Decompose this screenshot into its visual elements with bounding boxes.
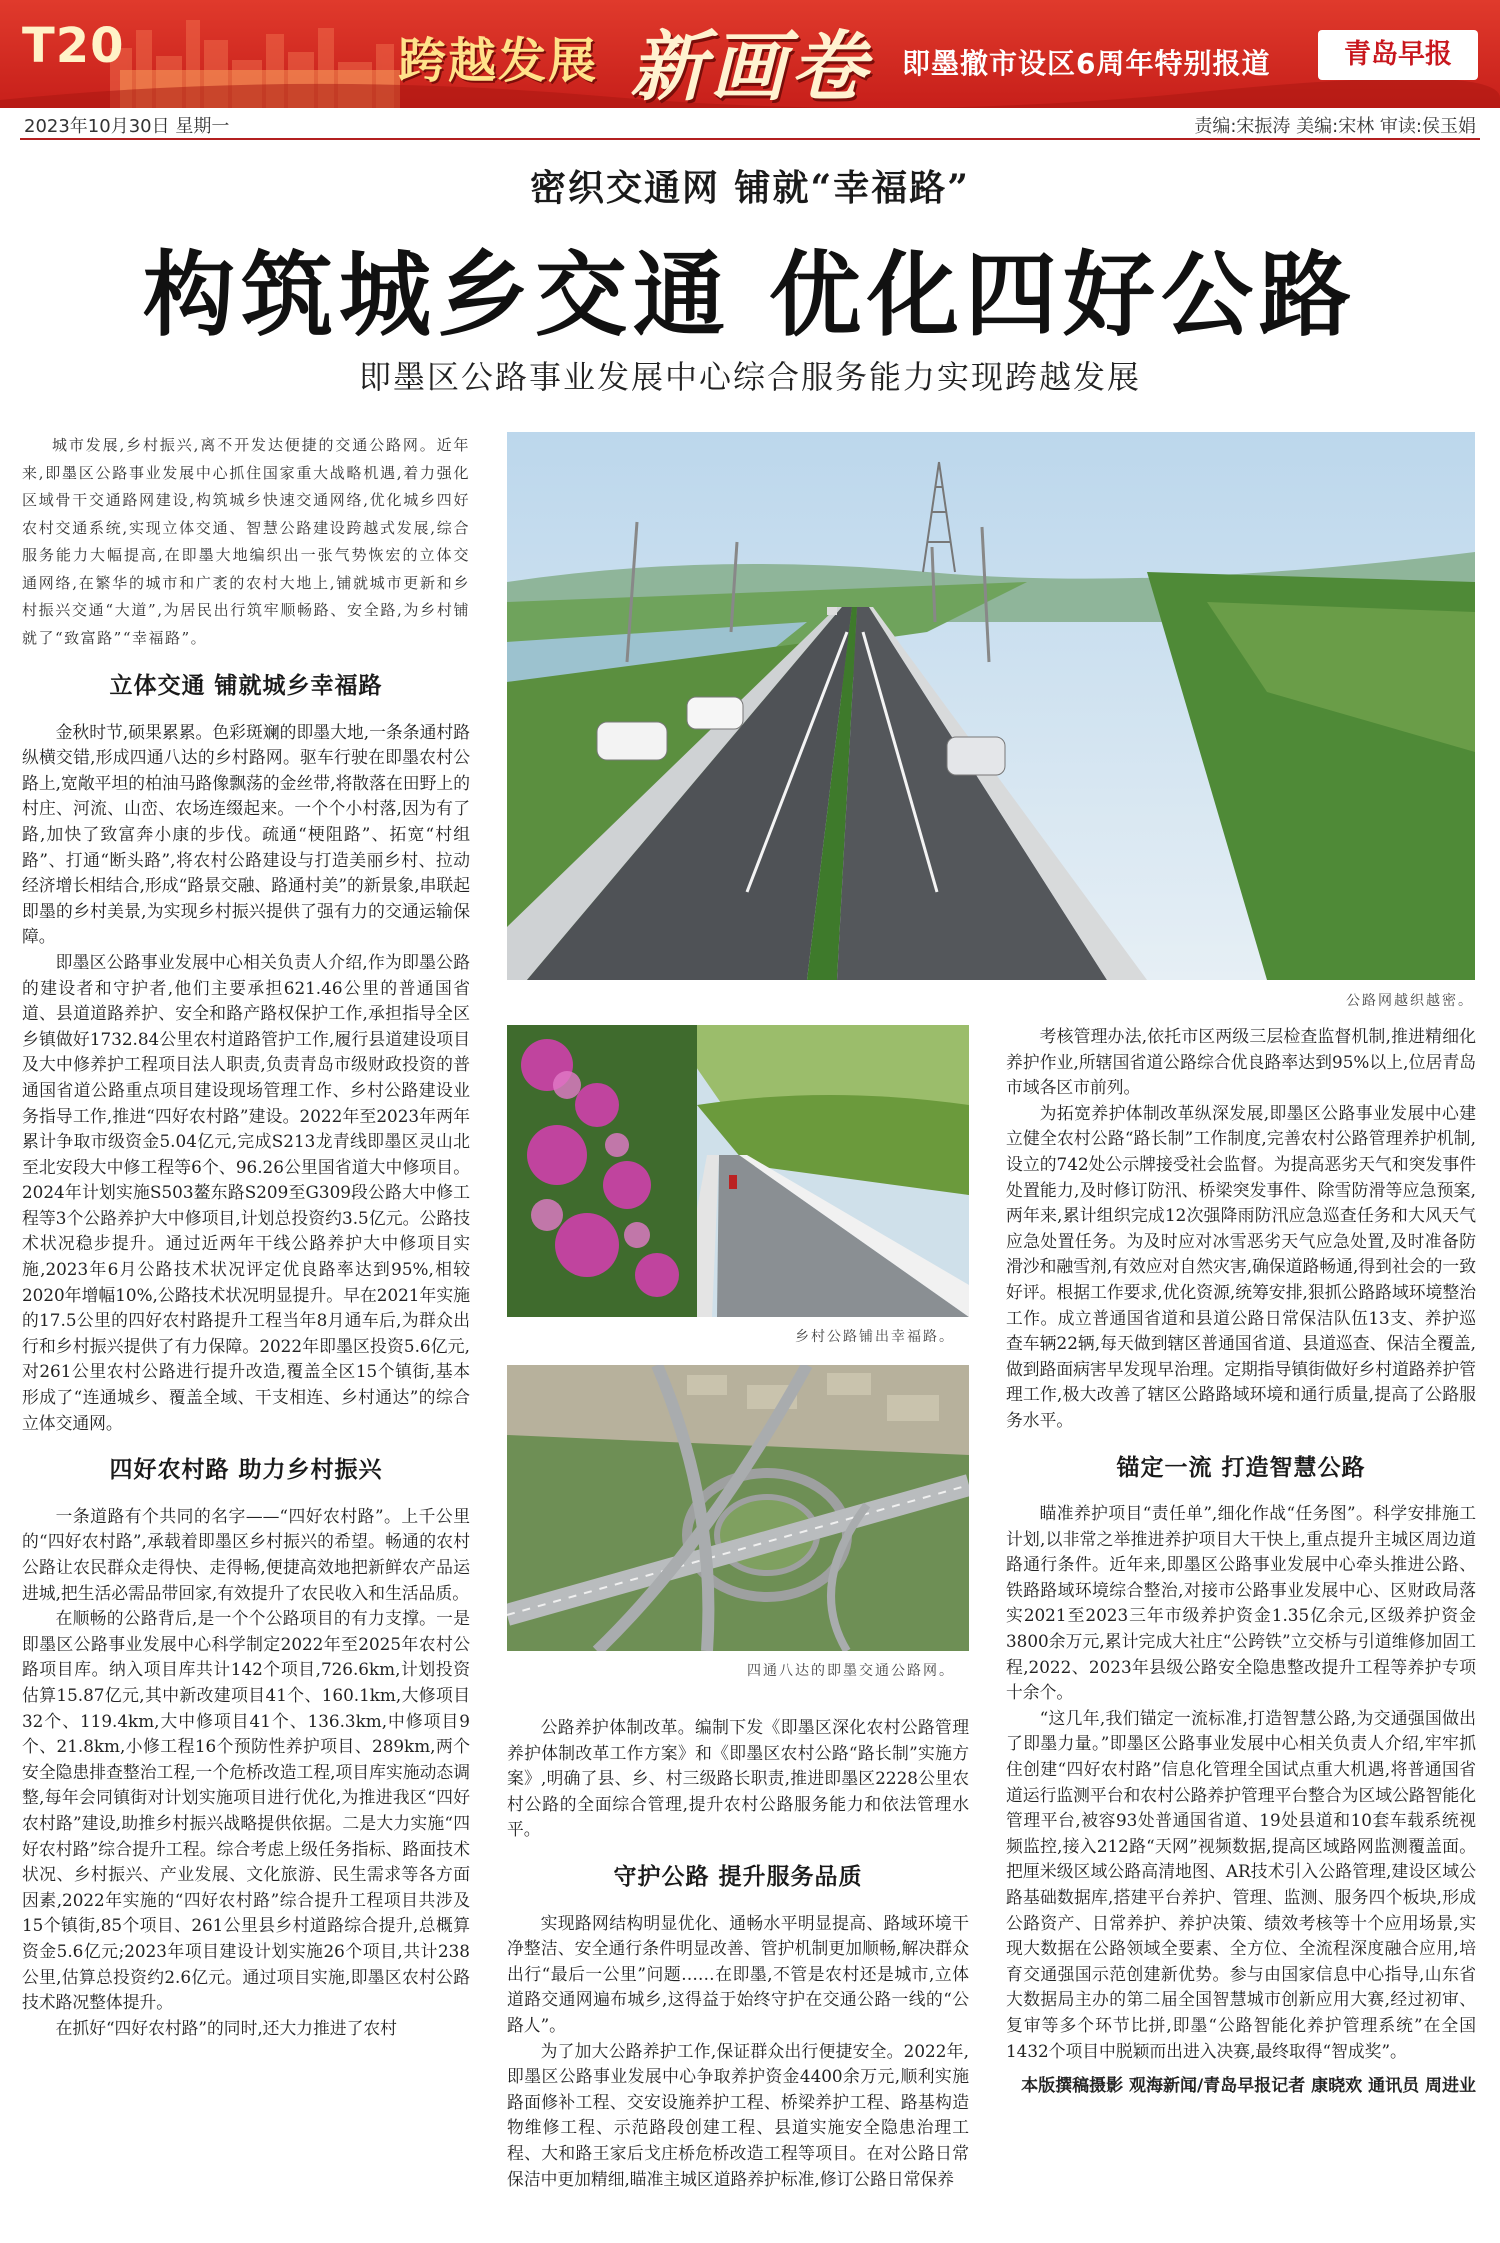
article-byline: 本版撰稿摄影 观海新闻/青岛早报记者 康晓欢 通讯员 周进业 (1021, 2076, 1476, 2097)
section-heading-2: 四好农村路 助力乡村振兴 (109, 1457, 383, 1484)
issue-date: 2023年10月30日 星期一 (24, 116, 230, 137)
paragraph: 金秋时节,硕果累累。色彩斑斓的即墨大地,一条条通村路纵横交错,形成四通八达的乡村路网。驱车行驶在即墨农村公路上,宽敞平坦的柏油马路像飘荡的金丝带,将散落在田野上的村庄、河流、山峦、农场连缀起来。一个个小村落,因为有了路,加快了致富奔小康的步伐。疏通“梗阻路”、拓宽“村组路”、打通“断头路”,将农村公路建设与打造美丽乡村、拉动经济增长相结合,形成“路景交融、路通村美”的新景象,串联起即墨的乡村美景,为实现乡村振兴提供了强有力的交通运输保障。 (22, 721, 470, 947)
newspaper-logo: 青岛早报 (1318, 30, 1478, 80)
flower-road-illustration (507, 1025, 969, 1317)
article-column-1 (22, 432, 470, 2236)
section-heading-4: 锚定一流 打造智慧公路 (1116, 1454, 1366, 1481)
paragraph: 为了加大公路养护工作,保证群众出行便捷安全。2022年,即墨区公路事业发展中心争取养护资金4400余万元,顺利实施路面修补工程、交安设施养护工程、桥梁养护工程、路基构造物维修工程、示范路段创建工程、县道实施安全隐患治理工程、大和路王家后戈庄桥危桥改造工程等项目。在对公路日常保洁中更加精细,瞄准主城区道路养护标准,修订公路日常保养 (507, 2040, 969, 2189)
paragraph: 公路养护体制改革。编制下发《即墨区深化农村公路管理养护体制改革工作方案》和《即墨区农村公路“路长制”实施方案》,明确了县、乡、村三级路长职责,推进即墨区2228公里农村公路的全面综合管理,提升农村公路服务能力和依法管理水平。 (507, 1717, 969, 1840)
article-column-2 (507, 1715, 969, 2235)
paragraph: 考核管理办法,依托市区两级三层检查监督机制,推进精细化养护作业,所辖国省道公路综合优良路率达到95%以上,位居青岛市域各区市前列。 (1006, 1026, 1476, 1098)
paragraph: 为拓宽养护体制改革纵深发展,即墨区公路事业发展中心建立健全农村公路“路长制”工作制度,完善农村公路管理养护机制,设立的742处公示牌接受社会监督。为提高恶劣天气和突发事件处置能力,及时修订防汛、桥梁突发事件、除雪防滑等应急预案,两年来,累计组织完成12次强降雨防汛应急巡查任务和大风天气应急处置任务。为及时应对冰雪恶劣天气应急处置,及时准备防滑沙和融雪剂,有效应对自然灾害,确保道路畅通,得到社会的一致好评。根据工作要求,优化资源,统筹安排,狠抓公路路域环境整治工作。成立普通国省道和县道公路日常保洁队伍13支、养护巡查车辆22辆,每天做到辖区普通国省道、县道巡查、保洁全覆盖,做到路面病害早发现早治理。定期指导镇街做好乡村道路养护管理工作,极大改善了辖区公路路域环境和通行质量,提高了公路服务水平。 (1006, 1102, 1476, 1430)
page-number: T20 (22, 18, 125, 74)
section-heading-1: 立体交通 铺就城乡幸福路 (109, 673, 383, 699)
article-lead: 城市发展,乡村振兴,离不开发达便捷的交通公路网。近年来,即墨区公路事业发展中心抓住国家重大战略机遇,着力强化区域骨干交通路网建设,构筑城乡快速交通网络,优化城乡四好农村交通系统,实现立体交通、智慧公路建设跨越式发展,综合服务能力大幅提高,在即墨大地编织出一张气势恢宏的立体交通网络,在繁华的城市和广袤的农村大地上,铺就城市更新和乡村振兴交通“大道”,为居民出行筑牢顺畅路、安全路,为乡村铺就了“致富路”“幸福路”。 (22, 436, 470, 647)
main-headline: 构筑城乡交通 优化四好公路 (142, 242, 1358, 349)
highway-photo-caption: 公路网越织越密。 (1346, 993, 1474, 1009)
headline-kicker: 密织交通网 铺就“幸福路” (530, 167, 970, 209)
editor-credits: 责编:宋振涛 美编:宋林 审读:侯玉娟 (1194, 116, 1476, 137)
highway-photo (507, 432, 1475, 980)
paragraph: 在顺畅的公路背后,是一个个公路项目的有力支撑。一是即墨区公路事业发展中心科学制定2022年至2025年农村公路项目库。纳入项目库共计142个项目,726.6km,计划投资估算15.87亿元,其中新改建项目41个、160.1km,大修项目32个、119.4km,大中修项目41个、136.3km,中修项目9个、21.8km,小修工程16个预防性养护项目、289km,两个安全隐患排查整治工程,一个危桥改造工程,项目库实施动态调整,每年会同镇街对计划实施项目进行优化,为推进我区“四好农村路”建设,助推乡村振兴战略提供依据。二是大力实施“四好农村路”综合提升工程。综合考虑上级任务指标、路面技术状况、乡村振兴、产业发展、文化旅游、民生需求等各方面因素,2022年实施的“四好农村路”综合提升工程项目共涉及15个镇街,85个项目、261公里县乡村道路综合提升,总概算资金5.6亿元;2023年项目建设计划实施26个项目,共计238公里,估算总投资约2.6亿元。通过项目实施,即墨区农村公路技术路况整体提升。 (22, 1608, 470, 2013)
header-divider (20, 138, 1480, 140)
interchange-photo-caption: 四通八达的即墨交通公路网。 (747, 1663, 955, 1679)
section-heading-3: 守护公路 提升服务品质 (613, 1863, 863, 1890)
paragraph: “这几年,我们锚定一流标准,打造智慧公路,为交通强国做出了即墨力量。”即墨区公路事业发展中心相关负责人介绍,牢牢抓住创建“四好农村路”信息化管理全国试点重大机遇,将普通国省道运行监测平台和农村公路养护管理平台整合为区域公路智能化管理平台,被容93处普通国省道、19处县道和10套车载系统视频监控,接入212路“天网”视频数据,提高区域路网监测覆盖面。把厘米级区域公路高清地图、AR技术引入公路管理,建设区域公路基础数据库,搭建平台养护、管理、监测、服务四个板块,形成公路资产、日常养护、养护决策、绩效考核等十个应用场景,实现大数据在公路领域全要素、全方位、全流程深度融合应用,培育交通强国示范创建新优势。参与由国家信息中心指导,山东省大数据局主办的第二届全国智慧城市创新应用大赛,经过初审、复审等多个环节比拼,即墨“公路智能化养护管理系统”在全国1432个项目中脱颖而出进入决赛,最终取得“智成奖”。 (1006, 1707, 1476, 2061)
interchange-photo (507, 1365, 969, 1651)
paragraph: 在抓好“四好农村路”的同时,还大力推进了农村 (55, 2017, 397, 2038)
paragraph: 实现路网结构明显优化、通畅水平明显提高、路域环境干净整洁、安全通行条件明显改善、管护机制更加顺畅,解决群众出行“最后一公里”问题……在即墨,不管是农村还是城市,立体道路交通网遍布城乡,这得益于始终守护在交通公路一线的“公路人”。 (507, 1912, 969, 2035)
banner-calligraphy-title: 新画卷 (630, 22, 870, 108)
flower-road-photo (507, 1025, 969, 1317)
banner-main-title: 跨越发展 (398, 33, 599, 89)
interchange-illustration (507, 1365, 969, 1651)
paragraph: 瞄准养护项目“责任单”,细化作战“任务图”。科学安排施工计划,以非常之举推进养护项目大干快上,重点提升主城区周边道路通行条件。近年来,即墨区公路事业发展中心牵头推进公路、铁路路域环境综合整治,对接市公路事业发展中心、区财政局落实2021至2023三年市级养护资金1.35亿余元,区级养护资金3800余万元,累计完成大社庄“公跨铁”立交桥与引道维修加固工程,2022、2023年县级公路安全隐患整改提升工程等养护专项十余个。 (1006, 1503, 1476, 1703)
paragraph: 即墨区公路事业发展中心相关负责人介绍,作为即墨公路的建设者和守护者,他们主要承担621.46公里的普通国省道、县道道路养护、安全和路产路权保护工作,承担指导全区乡镇做好1732.84公里农村道路管护工作,履行县道建设项目及大中修养护工程项目法人职责,负责青岛市级财政投资的普通国省道公路重点项目建设现场管理工作、乡村公路建设业务指导工作,推进“四好农村路”建设。2022年至2023年两年累计争取市级资金5.04亿元,完成S213龙青线即墨区灵山北至北安段大中修工程等6个、96.26公里国省道大中修项目。2024年计划实施S503鳌东路S209至G309段公路大中修工程等3个公路养护大中修项目,计划总投资约3.5亿元。公路技术状况稳步提升。通过近两年干线公路养护大中修项目实施,2023年6月公路技术状况评定优良路率达到95%,相较2020年增幅10%,公路技术状况明显提升。早在2021年实施的17.5公里的四好农村路提升工程当年8月通车后,为群众出行和乡村振兴提供了有力保障。2022年即墨区投资5.6亿元,对261公里农村公路进行提升改造,覆盖全区15个镇街,基本形成了“连通城乡、覆盖全域、干支相连、乡村通达”的综合立体交通网。 (22, 951, 470, 1433)
masthead-banner (0, 0, 1500, 108)
flower-road-photo-caption: 乡村公路铺出幸福路。 (795, 1329, 955, 1345)
highway-illustration (507, 432, 1475, 980)
article-column-3 (1006, 1024, 1476, 2236)
paragraph: 一条道路有个共同的名字——“四好农村路”。上千公里的“四好农村路”,承载着即墨区乡村振兴的希望。畅通的农村公路让农民群众走得快、走得畅,便捷高效地把新鲜农产品运进城,把生活必需品带回家,有效提升了农民收入和生活品质。 (22, 1505, 470, 1603)
banner-subtitle: 即墨撤市设区6周年特别报道 (902, 47, 1271, 80)
headline-subtitle: 即墨区公路事业发展中心综合服务能力实现跨越发展 (358, 358, 1141, 396)
